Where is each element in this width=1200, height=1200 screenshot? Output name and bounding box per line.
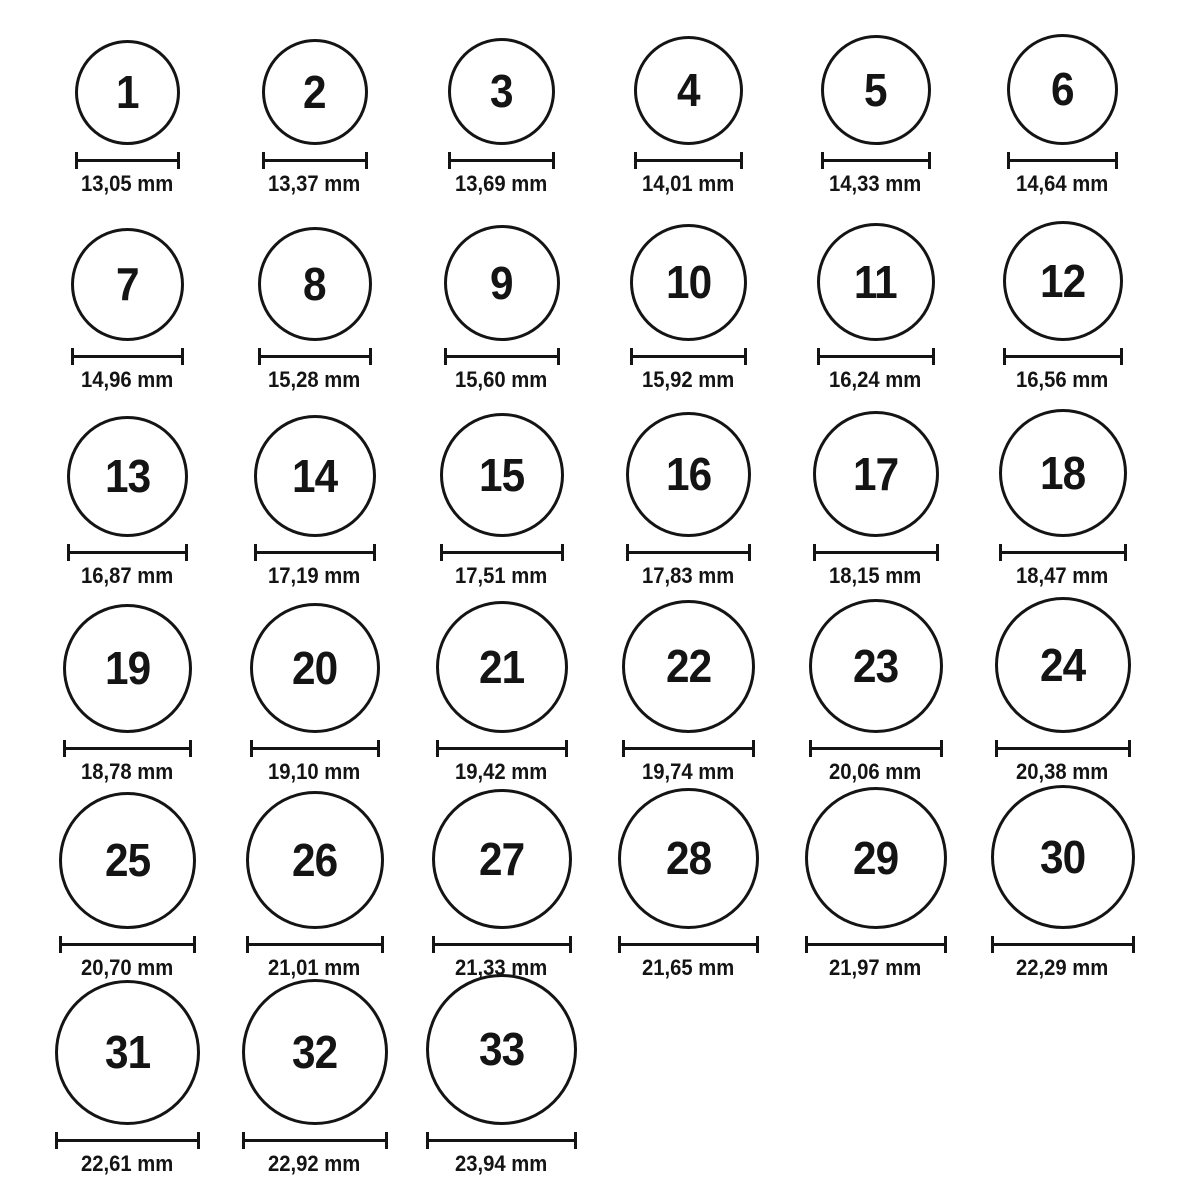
diameter-measure-line	[813, 544, 939, 561]
diameter-measure-line	[1003, 348, 1123, 365]
ring-size-cell	[1003, 221, 1123, 400]
diameter-measure-line	[246, 936, 384, 953]
measure-bar	[451, 159, 552, 162]
diameter-label: 13,69 mm	[455, 170, 548, 196]
ring-size-number: 20	[291, 641, 338, 694]
ring-size-number: 32	[291, 1025, 338, 1078]
diameter-measure-line	[59, 936, 196, 953]
ring-size-number: 26	[291, 833, 338, 886]
ring-size-cell	[444, 225, 560, 400]
ring-size-cell	[258, 227, 372, 400]
ring-size-cell	[813, 411, 939, 596]
ring-size-cell	[250, 603, 380, 792]
diameter-measure-line	[262, 152, 368, 169]
ring-circle	[440, 413, 564, 537]
ring-size-cell	[630, 224, 747, 400]
ring-size-cell	[436, 601, 568, 792]
diameter-measure-line	[55, 1132, 200, 1149]
diameter-label: 16,24 mm	[829, 366, 922, 392]
ring-size-cell	[262, 39, 368, 204]
diameter-label: 21,01 mm	[268, 954, 361, 980]
diameter-label: 15,60 mm	[455, 366, 548, 392]
ring-size-cell	[999, 409, 1127, 596]
diameter-label: 19,74 mm	[642, 758, 735, 784]
ring-size-number: 15	[478, 448, 525, 501]
diameter-label: 17,51 mm	[455, 562, 548, 588]
ring-size-number: 33	[478, 1023, 525, 1076]
diameter-measure-line	[630, 348, 747, 365]
diameter-measure-line	[622, 740, 755, 757]
ring-circle	[817, 223, 935, 341]
diameter-measure-line	[432, 936, 572, 953]
diameter-measure-line	[634, 152, 743, 169]
ring-size-number: 16	[665, 448, 712, 501]
ring-circle	[246, 791, 384, 929]
diameter-label: 21,65 mm	[642, 954, 735, 980]
ring-size-cell	[817, 223, 935, 400]
ring-circle	[444, 225, 560, 341]
diameter-label: 14,64 mm	[1016, 170, 1109, 196]
ring-size-number: 1	[116, 66, 139, 119]
ring-circle	[254, 415, 376, 537]
ring-circle	[821, 35, 931, 145]
ring-size-number: 12	[1039, 254, 1086, 307]
ring-circle	[618, 788, 759, 929]
ring-circle	[813, 411, 939, 537]
ring-circle	[999, 409, 1127, 537]
diameter-measure-line	[448, 152, 555, 169]
diameter-label: 17,83 mm	[642, 562, 735, 588]
ring-size-cell	[75, 40, 180, 204]
diameter-measure-line	[995, 740, 1131, 757]
diameter-label: 21,97 mm	[829, 954, 922, 980]
ring-circle	[250, 603, 380, 733]
ring-size-cell	[71, 228, 184, 400]
ring-size-cell	[448, 38, 555, 204]
ring-size-cell	[432, 789, 572, 988]
diameter-label: 14,01 mm	[642, 170, 735, 196]
measure-bar	[439, 747, 565, 750]
diameter-label: 17,19 mm	[268, 562, 361, 588]
ring-circle	[448, 38, 555, 145]
ring-size-number: 27	[478, 832, 525, 885]
measure-bar	[816, 551, 936, 554]
diameter-label: 15,28 mm	[268, 366, 361, 392]
diameter-measure-line	[817, 348, 935, 365]
measure-bar	[443, 551, 561, 554]
measure-bar	[249, 943, 381, 946]
ring-circle	[71, 228, 184, 341]
ring-circle	[75, 40, 180, 145]
ring-size-number: 23	[852, 639, 899, 692]
diameter-measure-line	[444, 348, 560, 365]
diameter-label: 20,06 mm	[829, 758, 922, 784]
measure-bar	[820, 355, 932, 358]
ring-size-cell	[805, 787, 947, 988]
diameter-label: 18,47 mm	[1016, 562, 1109, 588]
diameter-label: 16,87 mm	[81, 562, 174, 588]
ring-size-number: 10	[665, 256, 712, 309]
diameter-measure-line	[440, 544, 564, 561]
ring-size-cell	[991, 785, 1135, 988]
diameter-measure-line	[436, 740, 568, 757]
diameter-measure-line	[809, 740, 943, 757]
ring-size-cell	[242, 979, 388, 1184]
diameter-measure-line	[67, 544, 188, 561]
ring-size-cell	[59, 792, 196, 988]
ring-circle	[67, 416, 188, 537]
ring-size-cell	[426, 974, 577, 1184]
measure-bar	[1010, 159, 1115, 162]
measure-bar	[1002, 551, 1124, 554]
ring-size-number: 25	[104, 834, 151, 887]
measure-bar	[66, 747, 189, 750]
measure-bar	[265, 159, 365, 162]
measure-bar	[824, 159, 928, 162]
diameter-label: 20,70 mm	[81, 954, 174, 980]
measure-bar	[62, 943, 193, 946]
diameter-measure-line	[626, 544, 751, 561]
measure-bar	[637, 159, 740, 162]
ring-size-number: 30	[1039, 830, 1086, 883]
diameter-label: 14,96 mm	[81, 366, 174, 392]
measure-bar	[629, 551, 748, 554]
ring-circle	[426, 974, 577, 1125]
measure-bar	[633, 355, 744, 358]
ring-circle	[630, 224, 747, 341]
diameter-label: 14,33 mm	[829, 170, 922, 196]
ring-circle	[242, 979, 388, 1125]
ring-size-number: 9	[490, 256, 513, 309]
ring-size-cell	[995, 597, 1131, 792]
measure-bar	[621, 943, 756, 946]
ring-circle	[55, 980, 200, 1125]
diameter-measure-line	[254, 544, 376, 561]
ring-circle	[1007, 34, 1118, 145]
ring-size-number: 6	[1051, 63, 1074, 116]
measure-bar	[435, 943, 569, 946]
ring-size-number: 13	[104, 450, 151, 503]
ring-size-cell	[626, 412, 751, 596]
ring-size-number: 29	[852, 831, 899, 884]
ring-size-cell	[809, 599, 943, 792]
ring-circle	[1003, 221, 1123, 341]
diameter-measure-line	[805, 936, 947, 953]
measure-bar	[58, 1139, 197, 1142]
diameter-label: 13,37 mm	[268, 170, 361, 196]
ring-size-grid	[34, 8, 1200, 1184]
diameter-measure-line	[75, 152, 180, 169]
ring-size-number: 11	[854, 255, 897, 308]
ring-size-cell	[67, 416, 188, 596]
ring-size-cell	[63, 604, 192, 792]
ring-size-cell	[254, 415, 376, 596]
diameter-measure-line	[258, 348, 372, 365]
measure-bar	[447, 355, 557, 358]
diameter-label: 22,29 mm	[1016, 954, 1109, 980]
ring-size-cell	[1007, 34, 1118, 204]
diameter-measure-line	[999, 544, 1127, 561]
diameter-label: 23,94 mm	[455, 1150, 548, 1176]
diameter-measure-line	[63, 740, 192, 757]
ring-circle	[805, 787, 947, 929]
ring-circle	[262, 39, 368, 145]
diameter-label: 15,92 mm	[642, 366, 735, 392]
measure-bar	[429, 1139, 574, 1142]
diameter-label: 19,10 mm	[268, 758, 361, 784]
ring-circle	[59, 792, 196, 929]
ring-size-number: 22	[665, 640, 712, 693]
diameter-measure-line	[821, 152, 931, 169]
diameter-measure-line	[618, 936, 759, 953]
diameter-measure-line	[426, 1132, 577, 1149]
diameter-measure-line	[250, 740, 380, 757]
measure-bar	[78, 159, 177, 162]
ring-size-number: 14	[291, 449, 338, 502]
diameter-label: 19,42 mm	[455, 758, 548, 784]
measure-bar	[808, 943, 944, 946]
ring-circle	[634, 36, 743, 145]
measure-bar	[74, 355, 181, 358]
ring-size-cell	[821, 35, 931, 204]
ring-size-number: 7	[116, 258, 139, 311]
measure-bar	[253, 747, 377, 750]
measure-bar	[994, 943, 1132, 946]
ring-circle	[626, 412, 751, 537]
ring-size-cell	[634, 36, 743, 204]
measure-bar	[1006, 355, 1120, 358]
diameter-measure-line	[71, 348, 184, 365]
measure-bar	[70, 551, 185, 554]
ring-circle	[809, 599, 943, 733]
ring-circle	[436, 601, 568, 733]
ring-size-number: 4	[677, 64, 700, 117]
ring-size-number: 8	[303, 257, 326, 310]
ring-circle	[991, 785, 1135, 929]
ring-circle	[432, 789, 572, 929]
diameter-label: 16,56 mm	[1016, 366, 1109, 392]
diameter-label: 22,92 mm	[268, 1150, 361, 1176]
ring-size-number: 19	[104, 642, 151, 695]
diameter-measure-line	[991, 936, 1135, 953]
ring-size-cell	[440, 413, 564, 596]
diameter-label: 18,78 mm	[81, 758, 174, 784]
ring-circle	[622, 600, 755, 733]
ring-size-number: 18	[1039, 446, 1086, 499]
measure-bar	[998, 747, 1128, 750]
ring-size-cell	[246, 791, 384, 988]
diameter-label: 18,15 mm	[829, 562, 922, 588]
measure-bar	[625, 747, 752, 750]
ring-size-number: 28	[665, 832, 712, 885]
ring-size-number: 31	[104, 1026, 151, 1079]
diameter-label: 20,38 mm	[1016, 758, 1109, 784]
ring-size-cell	[55, 980, 200, 1184]
ring-size-number: 2	[303, 65, 326, 118]
ring-size-number: 3	[490, 65, 513, 118]
measure-bar	[257, 551, 373, 554]
ring-circle	[258, 227, 372, 341]
diameter-label: 21,33 mm	[455, 954, 548, 980]
ring-circle	[63, 604, 192, 733]
diameter-measure-line	[242, 1132, 388, 1149]
ring-size-number: 17	[852, 447, 899, 500]
measure-bar	[245, 1139, 385, 1142]
ring-size-number: 5	[864, 63, 887, 116]
diameter-measure-line	[1007, 152, 1118, 169]
measure-bar	[812, 747, 940, 750]
ring-size-cell	[622, 600, 755, 792]
ring-size-number: 21	[478, 640, 525, 693]
diameter-label: 22,61 mm	[81, 1150, 174, 1176]
ring-size-cell	[618, 788, 759, 988]
measure-bar	[261, 355, 369, 358]
ring-circle	[995, 597, 1131, 733]
ring-size-number: 24	[1039, 638, 1086, 691]
diameter-label: 13,05 mm	[81, 170, 174, 196]
